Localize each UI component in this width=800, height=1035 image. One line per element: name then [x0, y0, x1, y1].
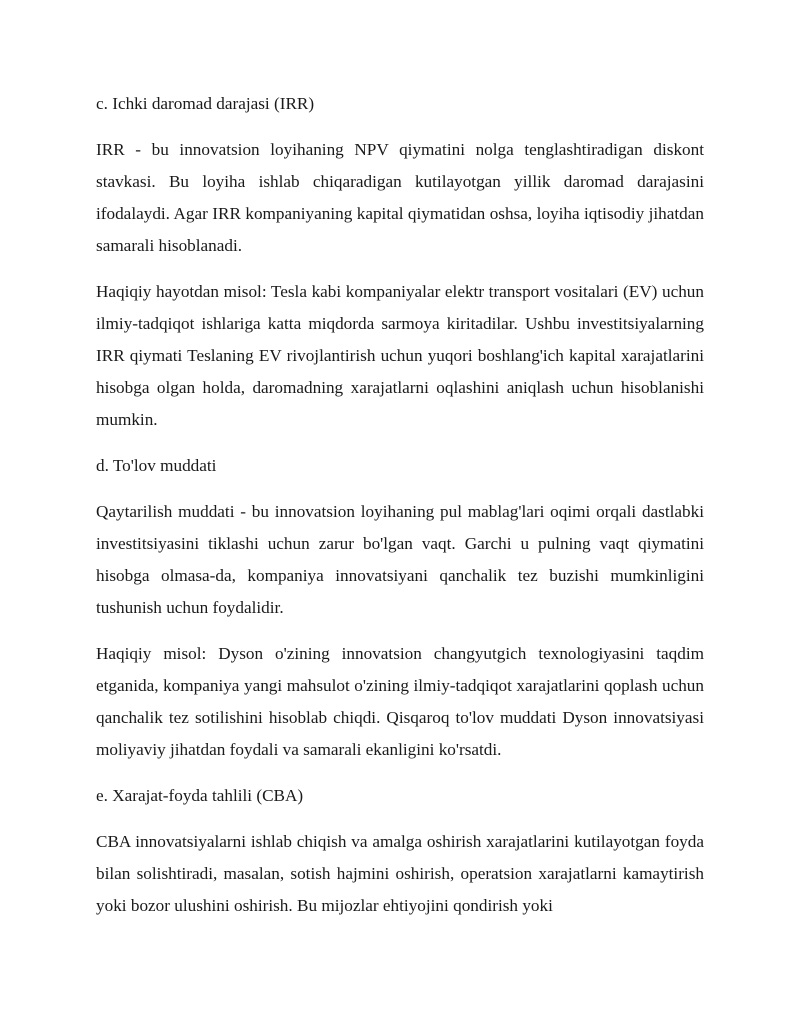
section-irr [96, 88, 704, 436]
section-heading: e. Xarajat-foyda tahlili (CBA) [96, 786, 304, 805]
section-heading: d. To'lov muddati [96, 456, 217, 475]
paragraph: IRR - bu innovatsion loyihaning NPV qiymatini nolga tenglashtiradigan diskont stavkasi. Bu loyiha ishlab chiqaradigan kutilayotgan yillik daromad darajasini ifodalaydi. Agar IRR kompaniyaning kapital qiymatidan oshsa, loyiha iqtisodiy jihatdan samarali hisoblanadi. [96, 140, 704, 255]
paragraph: CBA innovatsiyalarni ishlab chiqish va amalga oshirish xarajatlarini kutilayotgan foyda bilan solishtiradi, masalan, sotish hajmini oshirish, operatsion xarajatlarni kamaytirish yoki bozor ulushini oshirish. Bu mijozlar ehtiyojini qondirish yoki [96, 832, 704, 915]
section-cba [96, 780, 704, 922]
section-heading: c. Ichki daromad darajasi (IRR) [96, 94, 315, 113]
paragraph: Haqiqiy misol: Dyson o'zining innovatsion changyutgich texnologiyasini taqdim etganida, kompaniya yangi mahsulot o'zining ilmiy-tadqiqot xarajatlarini qoplash uchun qanchalik tez sotilishini hisoblab chiqdi. Qisqaroq to'lov muddati Dyson innovatsiyasi moliyaviy jihatdan foydali va samarali ekanligini ko'rsatdi. [96, 644, 704, 759]
paragraph: Qaytarilish muddati - bu innovatsion loyihaning pul mablag'lari oqimi orqali dastlabki investitsiyasini tiklashi uchun zarur bo'lgan vaqt. Garchi u pulning vaqt qiymatini hisobga olmasa-da, kompaniya innovatsiyani qanchalik tez buzishi mumkinligini tushunish uchun foydalidir. [96, 502, 704, 617]
section-payback-period [96, 450, 704, 766]
paragraph: Haqiqiy hayotdan misol: Tesla kabi kompaniyalar elektr transport vositalari (EV) uchun ilmiy-tadqiqot ishlariga katta miqdorda sarmoya kiritadilar. Ushbu investitsiyalarning IRR qiymati Teslaning EV rivojlantirish uchun yuqori boshlang'ich kapital xarajatlarini hisobga olgan holda, daromadning xarajatlarni oqlashini aniqlash uchun hisoblanishi mumkin. [96, 282, 704, 429]
